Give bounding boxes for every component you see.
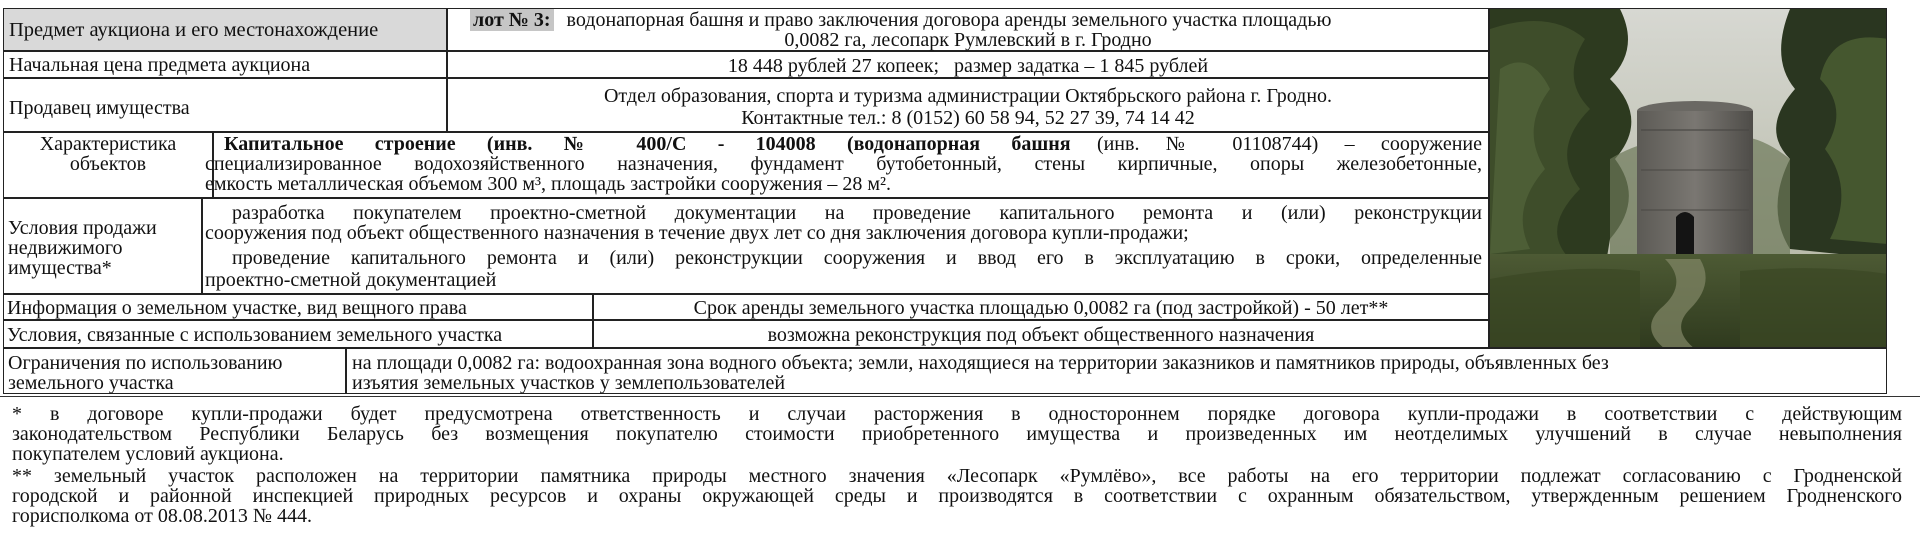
seller-line1: Отдел образования, спорта и туризма администрации Октябрьского района г. Гродно. [603,85,1333,107]
subject-line1: водонапорная башня и право заключения договора аренды земельного участка площадью [566,9,1332,31]
sale-conditions-label-2: недвижимого [8,237,123,259]
characteristics-line1 [224,134,1482,154]
restrictions-label-1: Ограничения по использованию [8,352,283,374]
land-conditions-value: возможна реконструкция под объект общественного назначения [767,324,1315,346]
footnote-2-line1: ** земельный участок расположен на территории памятника природы местного значения «Лесопарк «Румлёво», все работы на его территории подлежат согласованию с Гродненской [12,465,1902,487]
seller-line2: Контактные тел.: 8 (0152) 60 58 94, 52 27 39, 74 14 42 [741,107,1195,129]
restrictions-label-2: земельного участка [8,372,174,394]
sale-conditions-line3: проведение капитального ремонта и (или) реконструкции сооружения и ввод его в эксплуатацию в сроки, определенные [232,247,1482,269]
subject-line2: 0,0082 га, лесопарк Румлевский в г. Гродно [784,29,1152,51]
sale-conditions-line1: разработка покупателем проектно-сметной документации на проведение капитального ремонта и (или) реконструкции [232,202,1482,224]
characteristics-line3: емкость металлическая объемом 300 м³, площадь застройки сооружения – 28 м². [205,173,892,195]
footnote-rule [0,396,1920,397]
footnote-1-line1: * в договоре купли-продажи будет предусмотрена ответственность и случаи расторжения в одностороннем порядке договора купли-продажи в соответствии с действующим [12,403,1902,425]
water-tower-image [1490,9,1887,348]
water-tower-photo [1489,8,1887,348]
sale-conditions-label-1: Условия продажи [8,217,157,239]
characteristics-rest: (инв. № 01108744) – сооружение [1096,133,1483,155]
footnote-2-line3: горисполкома от 08.08.2013 № 444. [12,505,312,527]
footnote-1-line3: покупателем условий аукциона. [12,443,284,465]
price-label: Начальная цена предмета аукциона [9,54,311,76]
subject-value [470,10,1470,30]
footnote-1-line2: законодательством Республики Беларусь без возмещения покупателю стоимости приобретенного имущества и произведенных им неотделимых улучшений в случае невыполнения [12,423,1902,445]
sale-conditions-label-3: имущества* [8,257,112,279]
footnote-2-line2: городской и районной инспекцией природных ресурсов и охраны окружающей среды и производятся в соответствии с охранным обязательством, утвержденным решением Гродненского [12,485,1902,507]
lot-number: лот № 3: [470,9,554,31]
restrictions-line1: на площади 0,0082 га: водоохранная зона водного объекта; земли, находящиеся на территории заказников и памятников природы, объявленных без [352,352,1609,374]
characteristics-bold: Капитальное строение (инв. № 400/С - 104008 (водонапорная башня [224,133,1071,155]
seller-label: Продавец имущества [9,97,190,119]
land-info-value: Срок аренды земельного участка площадью 0,0082 га (под застройкой) - 50 лет** [693,297,1389,319]
price-value: 18 448 рублей 27 копеек; размер задатка – 1 845 рублей [727,55,1209,77]
characteristics-line2: специализированное водохозяйственного назначения, фундамент бутобетонный, стены кирпичные, опоры железобетонные, [205,153,1482,175]
land-info-label: Информация о земельном участке, вид вещного права [7,297,467,319]
characteristics-label-2: объектов [69,153,147,175]
sale-conditions-line4: проектно-сметной документацией [205,269,497,291]
sale-conditions-line2: сооружения под объект общественного назначения в течение двух лет со дня заключения договора купли-продажи; [205,222,1189,244]
subject-label: Предмет аукциона и его местонахождение [9,19,379,41]
characteristics-label-1: Характеристика [39,133,177,155]
restrictions-line2: изъятия земельных участков у землепользователей [352,372,786,394]
land-conditions-label: Условия, связанные с использованием земельного участка [7,324,503,346]
